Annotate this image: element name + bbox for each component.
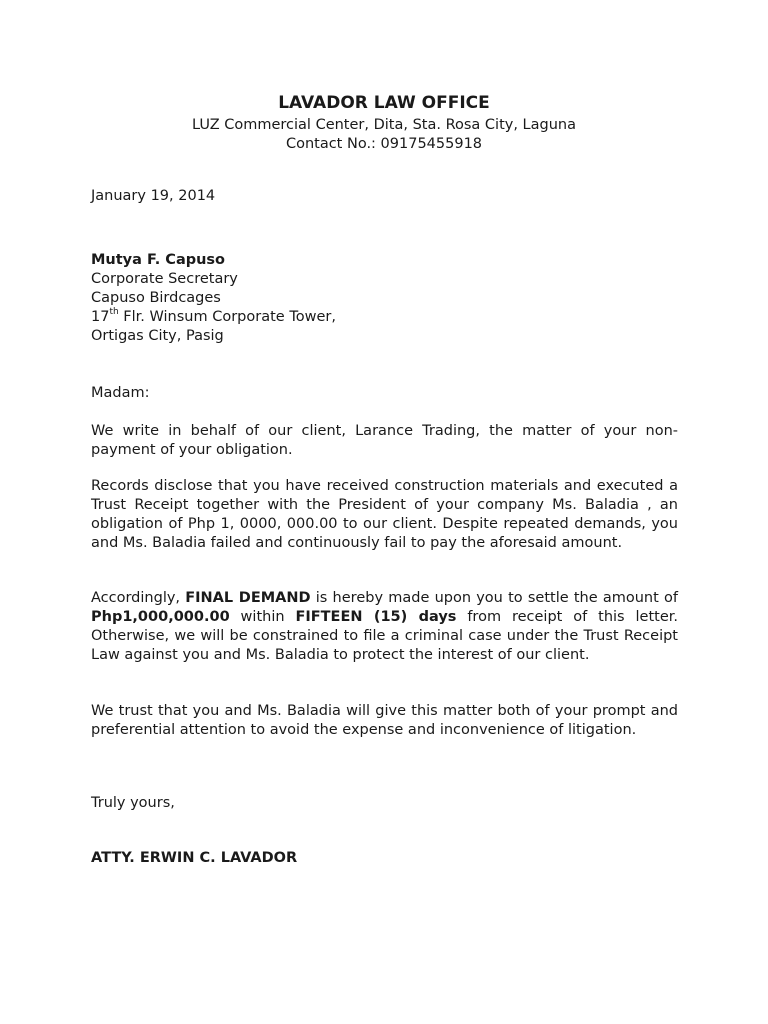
salutation: Madam: [91, 385, 150, 401]
recipient-company: Capuso Birdcages [91, 290, 221, 306]
recipient-position: Corporate Secretary [91, 271, 238, 287]
p3-text-2: is hereby made upon you to settle the amount of [310, 590, 678, 606]
floor-number: 17 [91, 309, 110, 325]
closing: Truly yours, [91, 795, 175, 811]
recipient-address [91, 308, 678, 327]
recipient-name: Mutya F. Capuso [91, 252, 226, 268]
recipient-block [91, 251, 678, 346]
paragraph-4: We trust that you and Ms. Baladia will give this matter both of your prompt and preferential attention to avoid the expense and inconvenience of litigation. [91, 703, 678, 738]
final-demand-text: FINAL DEMAND [185, 590, 311, 606]
building-name: Flr. Winsum Corporate Tower, [118, 309, 336, 325]
office-address: LUZ Commercial Center, Dita, Sta. Rosa City, Laguna [191, 117, 576, 133]
recipient-city: Ortigas City, Pasig [91, 328, 224, 344]
paragraph-2: Records disclose that you have received construction materials and executed a Trust Receipt together with the President of your company Ms. Baladia , an obligation of Php 1, 0000, 000.00 to our client. Despite repeated demands, you and Ms. Baladia failed and continuously fail to pay the aforesaid amount. [91, 478, 678, 551]
office-contact: Contact No.: 09175455918 [285, 136, 483, 152]
office-name: LAVADOR LAW OFFICE [278, 93, 490, 113]
signatory-name: ATTY. ERWIN C. LAVADOR [91, 850, 298, 866]
letter-date: January 19, 2014 [91, 188, 216, 204]
paragraph-1: We write in behalf of our client, Larance Trading, the matter of your non-payment of your obligation. [91, 423, 678, 458]
p3-text-4: from receipt of this letter. Otherwise, we will be constrained to file a criminal case under the Trust Receipt Law against you and Ms. Baladia to protect the interest of our client. [91, 609, 678, 663]
p3-text-3: within [229, 609, 296, 625]
floor-suffix: th [109, 307, 119, 318]
demand-amount: Php1,000,000.00 [91, 609, 230, 625]
paragraph-3 [91, 589, 678, 665]
deadline-text: FIFTEEN (15) days [295, 609, 457, 625]
p3-text-1: Accordingly, [91, 590, 186, 606]
